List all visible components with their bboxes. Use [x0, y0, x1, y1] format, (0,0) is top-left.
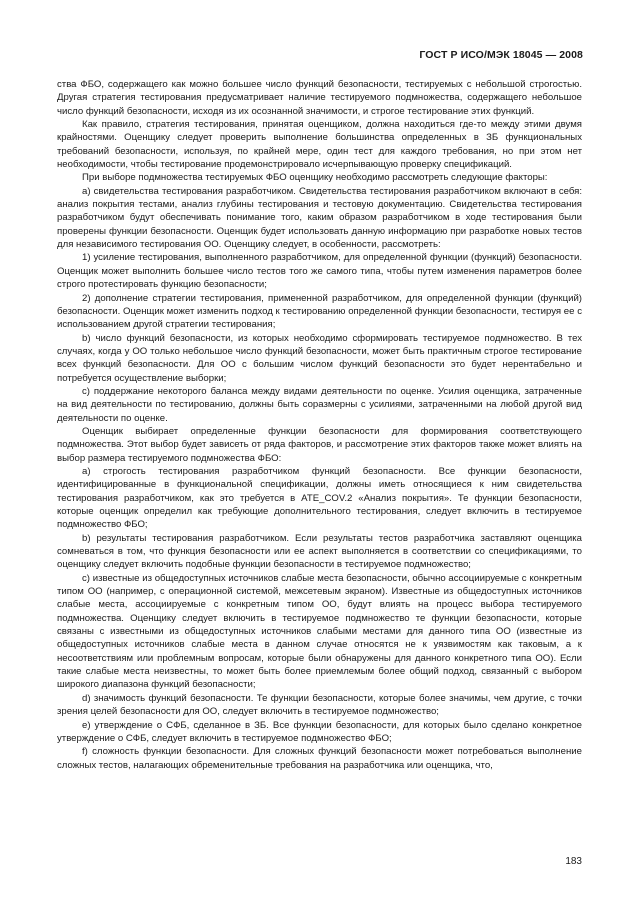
sub-list-item-2: 2) дополнение стратегии тестирования, примененной разработчиком, для определенной функции (функций) безопасности. Оценщик может изменить подход к тестированию определенной функции безопасности, тестируя ее с использованием другой стратегии тестирования;	[57, 292, 582, 331]
page-number: 183	[565, 856, 582, 867]
paragraph: Оценщик выбирает определенные функции безопасности для формирования соответствующего подмножества. Этот выбор будет зависеть от ряда факторов, и рассмотрение этих факторов также может влиять на выбор размера тестируемого подмножества ФБО:	[57, 425, 582, 464]
paragraph: Как правило, стратегия тестирования, принятая оценщиком, должна находиться где-то между этими двумя крайностями. Оценщику следует проверить выполнение большинства определенных в ЗБ функциональных требований безопасности, используя, по крайней мере, один тест для каждого требования, но при этом нет необходимости, чтобы тестирование продемонстрировало исчерпывающую проверку спецификаций.	[57, 119, 582, 171]
list-item-d: d) значимость функций безопасности. Те функции безопасности, которые более значимы, чем другие, с точки зрения целей безопасности для ОО, следует включить в тестируемое подмножество;	[57, 692, 582, 718]
list-item-e: е) утверждение о СФБ, сделанное в ЗБ. Все функции безопасности, для которых было сделано конкретное утверждение о СФБ, следует включить в тестируемое подмножество ФБО;	[57, 719, 582, 744]
body-text	[57, 78, 582, 772]
sub-list-item-1: 1) усиление тестирования, выполненного разработчиком, для определенной функции (функций) безопасности. Оценщик может выполнить большее число тестов того же самого типа, чтобы путем изменения параметров более строго протестировать функцию безопасности;	[57, 252, 582, 291]
paragraph: При выборе подмножества тестируемых ФБО оценщику необходимо рассмотреть следующие факторы:	[82, 172, 548, 184]
list-item-a: а) строгость тестирования разработчиком функций безопасности. Все функции безопасности, идентифицированные в функциональной спецификации, должны иметь относящиеся к ним свидетельства тестирования разработчиком, как это требуется в ATE_COV.2 «Анализ покрытия». Те функции безопасности, которые оценщик определил как требующие дополнительного тестирования, следует включить в тестируемое подмножество ФБО;	[57, 465, 582, 531]
list-item-b: b) число функций безопасности, из которых необходимо сформировать тестируемое подмножество. В тех случаях, когда у ОО только небольшое число функций безопасности, может быть практичным строгое тестирование всех функций безопасности. Для ОО с большим числом функций безопасности это будет нерентабельно и потребуется осуществление выборки;	[57, 332, 582, 384]
list-item-c: c) известные из общедоступных источников слабые места безопасности, обычно ассоциируемые с конкретным типом ОО (например, с операционной системой, межсетевым экраном). Известные из общедоступных источников слабые места, ассоциируемые с конкретным типом ОО, будут влиять на процесс выбора тестируемого подмножества. Оценщику следует включить в тестируемое подмножество те функции безопасности, которые связаны с известными из общедоступных источников слабыми местами для данного типа ОО (известные из общедоступных источников слабые места в данном случае относятся не к уязвимостям как таковым, а к несоответствиям или проблемным вопросам, которые были обнаружены для данного конкретного типа ОО). Если такие слабые места неизвестны, то может быть более приемлемым более общий подход, связанный с выбором широкого диапазона функций безопасности;	[57, 572, 582, 691]
paragraph: ства ФБО, содержащего как можно большее число функций безопасности, тестируемых с небольшой строгостью. Другая стратегия тестирования предусматривает наличие тестируемого подмножества, содержащего небольшое число функций безопасности, исходя из их осознанной значимости, и строгое тестирование этих функций.	[57, 79, 582, 117]
document-header: ГОСТ Р ИСО/МЭК 18045 — 2008	[419, 49, 583, 61]
list-item-b: b) результаты тестирования разработчиком. Если результаты тестов разработчика заставляют оценщика сомневаться в том, что функция безопасности или ее аспект выполняется в соответствии со спецификациями, то оценщику следует включить подобные функции безопасности в тестируемое подмножество;	[57, 532, 582, 571]
list-item-f: f) сложность функции безопасности. Для сложных функций безопасности может потребоваться выполнение сложных тестов, налагающих обременительные требования на разработчика или оценщика, что,	[57, 746, 582, 771]
list-item-c: c) поддержание некоторого баланса между видами деятельности по оценке. Усилия оценщика, затраченные на вид деятельности по тестированию, должны быть соразмерны с усилиями, затраченными на любой другой вид деятельности по оценке.	[57, 385, 582, 424]
list-item-a: а) свидетельства тестирования разработчиком. Свидетельства тестирования разработчиком включают в себя: анализ покрытия тестами, анализ глубины тестирования и тестовую документацию. Свидетельства тестирования разработчиком будут обеспечивать понимание того, каким образом разработчиком в ходе тестирования были проверены функции безопасности. Оценщик будет использовать данную информацию при разработке новых тестов для независимого тестирования ОО. Оценщику следует, в особенности, рассмотреть:	[57, 185, 582, 251]
